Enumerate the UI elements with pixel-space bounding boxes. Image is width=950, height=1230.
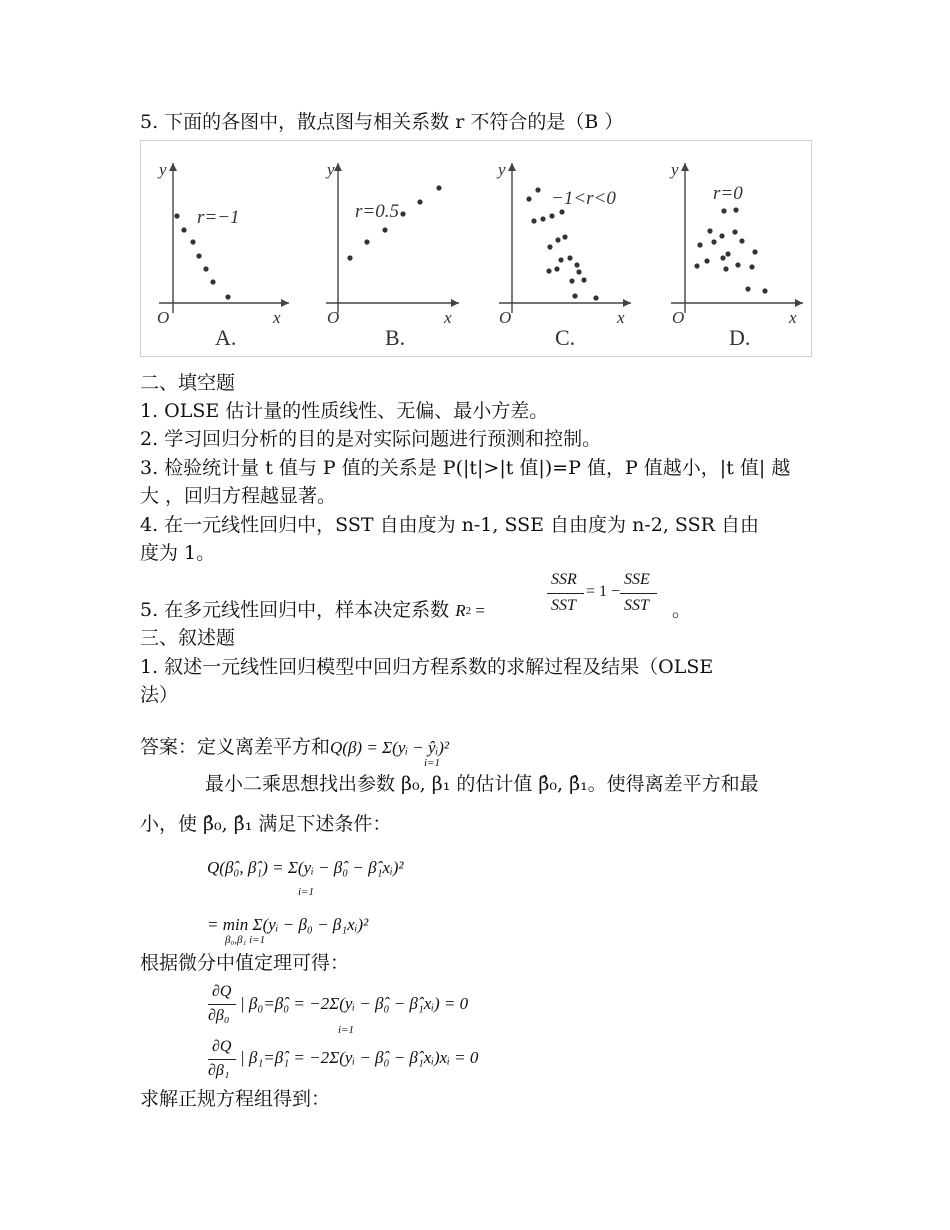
panel-b-point [347, 255, 352, 260]
panel-c-x-label: x [617, 308, 625, 327]
panel-a-point [174, 213, 179, 218]
eq-2-sub: β₀,β₁ i=1 [225, 934, 266, 946]
section-2-title: 二、填空题 [140, 372, 236, 394]
d2-num: ∂Q [212, 1038, 232, 1055]
d1-den: ∂β₀ [208, 1007, 230, 1024]
panel-b-label: B. [385, 325, 406, 350]
panel-c-point [526, 196, 531, 201]
panel-a-point [210, 279, 215, 284]
panel-d-point [694, 263, 699, 268]
panel-d-point [725, 251, 730, 256]
fill-5-text: 5. 在多元线性回归中，样本决定系数 [140, 599, 450, 621]
frac-sse: SSE [624, 571, 650, 588]
panel-d-point [697, 242, 702, 247]
panel-d-label: D. [729, 325, 751, 350]
panel-d-point [752, 249, 757, 254]
panel-b-y-label: y [327, 160, 335, 179]
panel-d-point [723, 266, 728, 271]
r-squared: R2 = [455, 601, 485, 620]
panel-c-point [554, 266, 559, 271]
panel-a-point [225, 294, 230, 299]
panel-a-point [196, 253, 201, 258]
panel-c-point [535, 187, 540, 192]
panel-c-point [574, 262, 579, 267]
panel-d-point [745, 286, 750, 291]
panel-d-point [762, 288, 767, 293]
answer-line-3: 小，使 β̂₀, β̂₁ 满足下述条件： [140, 813, 392, 835]
d1-rest: | β₀=β̂₀ = −2Σ(yᵢ − β̂₀ − β̂₁xᵢ) = 0 [240, 994, 469, 1013]
panel-c-y-label: y [498, 160, 506, 179]
eq-1: Q(β̂₀, β̂₁) = Σ(yᵢ − β̂₀ − β̂₁xᵢ)² [207, 858, 404, 877]
panel-d-point [711, 239, 716, 244]
panel-c-point [547, 244, 552, 249]
panel-c-point [546, 268, 551, 273]
panel-b-origin: O [327, 308, 340, 327]
scatter-svg [141, 141, 811, 356]
panel-d-point [719, 233, 724, 238]
section-3-title: 三、叙述题 [140, 627, 236, 649]
panel-a-origin: O [157, 308, 170, 327]
fill-1: 1. OLSE 估计量的性质线性、无偏、最小方差。 [140, 400, 549, 422]
answer-formula: Q(β) = Σ(yᵢ − ŷᵢ)² [330, 738, 450, 757]
panel-b-point [382, 227, 387, 232]
panel-d-y-label: y [671, 160, 679, 179]
frac-one-minus: = 1 − [586, 583, 621, 600]
panel-a-point [190, 239, 195, 244]
panel-a-x-label: x [273, 308, 281, 327]
fill-3-cont: 大 ，回归方程越显著。 [140, 485, 337, 507]
panel-c-point [567, 255, 572, 260]
panel-d-point [735, 262, 740, 267]
panel-b-point [417, 199, 422, 204]
panel-a-point [181, 227, 186, 232]
panel-b-point [400, 211, 405, 216]
frac-bar-2 [620, 593, 657, 594]
q1-line-2: 法） [140, 684, 179, 706]
fill-3: 3. 检验统计量 t 值与 P 值的关系是 P(|t|>|t 值|)=P 值，P 值越小，|t 值| 越 [140, 457, 791, 479]
panel-c-point [558, 257, 563, 262]
scatter-figure [140, 140, 812, 357]
answer-line-2: 最小二乘思想找出参数 β₀, β₁ 的估计值 β̂₀, β̂₁。使得离差平方和最 [205, 773, 759, 795]
answer-line-4: 根据微分中值定理可得： [140, 952, 350, 974]
frac-bar-1 [547, 593, 584, 594]
panel-a-y-label: y [159, 160, 167, 179]
panel-d-point [707, 228, 712, 233]
panel-d-point [739, 238, 744, 243]
d1-bar [208, 1004, 236, 1005]
panel-d-point [704, 258, 709, 263]
frac-ssr: SSR [551, 571, 577, 588]
frac-sst-2: SST [624, 597, 649, 614]
panel-d-point [749, 264, 754, 269]
panel-d-point [721, 208, 726, 213]
panel-b-x-label: x [444, 308, 452, 327]
d2-den: ∂β₁ [208, 1062, 230, 1079]
d2-rest: | β₁=β̂₁ = −2Σ(yᵢ − β̂₀ − β̂₁xᵢ)xᵢ = 0 [240, 1048, 479, 1067]
d1-sub: i=1 [338, 1024, 354, 1036]
panel-c-point [549, 213, 554, 218]
panel-a-label: A. [215, 325, 237, 350]
panel-d-point [733, 207, 738, 212]
panel-b-point [436, 185, 441, 190]
d2-bar [208, 1059, 236, 1060]
panel-b-point [364, 239, 369, 244]
panel-c-point [555, 237, 560, 242]
eq-2: = min Σ(yᵢ − β₀ − β₁xᵢ)² [207, 915, 369, 934]
fill-5 [140, 598, 485, 623]
panel-c-point [569, 278, 574, 283]
panel-c-point [559, 209, 564, 214]
fill-4: 4. 在一元线性回归中，SST 自由度为 n-1, SSE 自由度为 n-2, SSR 自由 [140, 514, 759, 536]
panel-d-point [732, 229, 737, 234]
frac-sst: SST [551, 597, 576, 614]
question-5: 5. 下面的各图中，散点图与相关系数 r 不符合的是（B ） [140, 111, 624, 133]
panel-c-point [531, 218, 536, 223]
panel-b-r-label: r=0.5 [355, 201, 399, 222]
answer-line-5: 求解正规方程组得到： [140, 1088, 331, 1110]
panel-c-r-label: −1<r<0 [551, 188, 616, 209]
d1-num: ∂Q [212, 983, 232, 1000]
panel-a-r-label: r=−1 [197, 207, 240, 228]
fill-5-end: 。 [672, 599, 692, 621]
eq-1-sub: i=1 [298, 886, 314, 898]
q1-line-1: 1. 叙述一元线性回归模型中回归方程系数的求解过程及结果（OLSE [140, 656, 714, 678]
panel-c-label: C. [555, 325, 576, 350]
panel-d-origin: O [672, 308, 685, 327]
answer-sum-sub: i=1 [424, 757, 440, 769]
panel-a-point [203, 266, 208, 271]
panel-c-point [576, 269, 581, 274]
panel-d-point [720, 255, 725, 260]
fill-4-cont: 度为 1。 [140, 542, 216, 564]
panel-d-x-label: x [789, 308, 797, 327]
answer-label: 答案：定义离差平方和Q(β) = Σ(yᵢ − ŷᵢ)² [140, 736, 450, 758]
panel-c-point [572, 293, 577, 298]
panel-c-point [593, 295, 598, 300]
panel-c-point [562, 234, 567, 239]
panel-c-point [540, 216, 545, 221]
panel-d-r-label: r=0 [713, 183, 743, 204]
fill-2: 2. 学习回归分析的目的是对实际问题进行预测和控制。 [140, 428, 602, 450]
panel-c-origin: O [499, 308, 512, 327]
panel-c-point [581, 277, 586, 282]
